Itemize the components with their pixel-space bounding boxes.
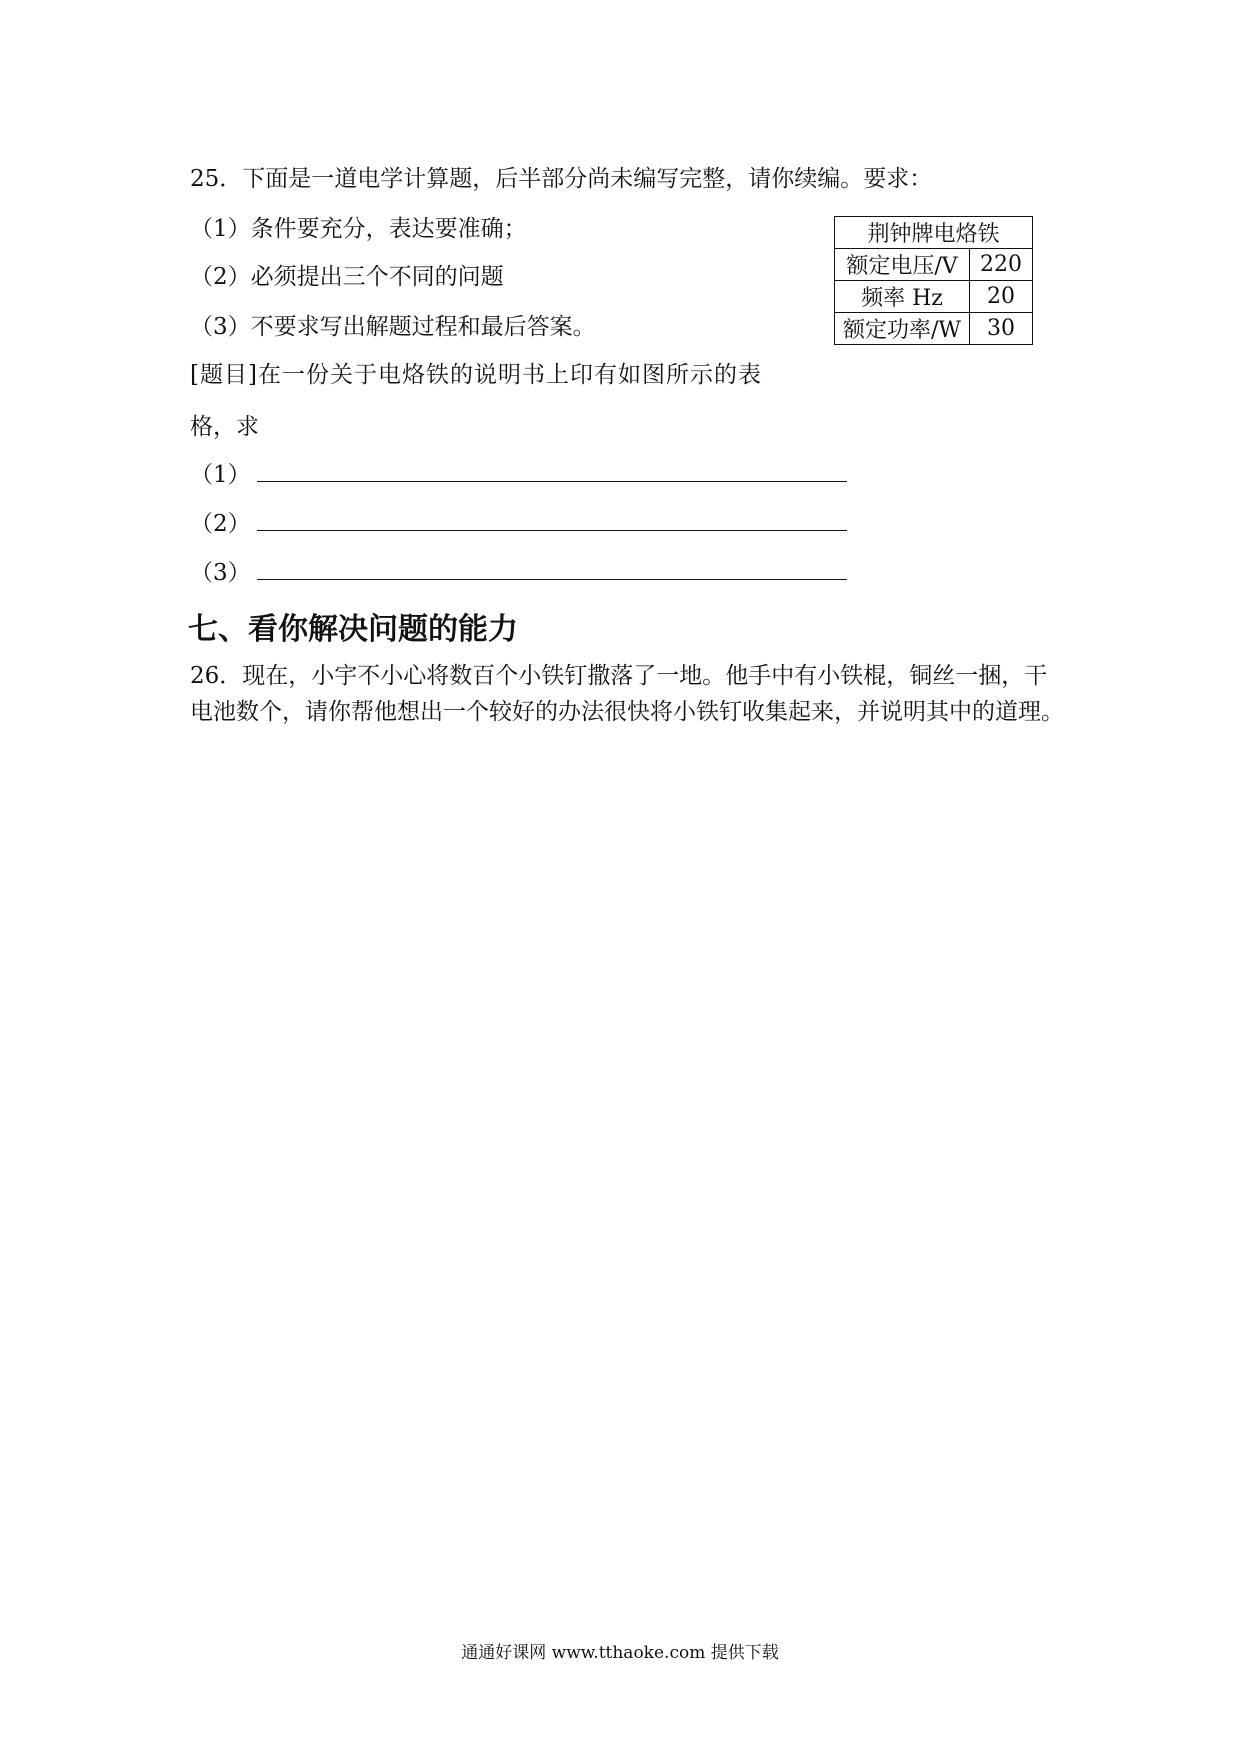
table-row <box>835 281 1033 313</box>
problem-intro-line1: [题目]在一份关于电烙铁的说明书上印有如图所示的表 <box>190 362 762 388</box>
answer-line <box>257 463 847 482</box>
answer-blank-label: （3） <box>190 560 251 586</box>
requirement-1: （1）条件要充分，表达要准确； <box>190 216 527 242</box>
table-label: 频率 Hz <box>835 281 970 313</box>
table-value: 220 <box>970 249 1033 281</box>
answer-blank-2 <box>190 505 847 538</box>
section-heading: 七、看你解决问题的能力 <box>188 612 518 647</box>
table-label: 额定电压/V <box>835 249 970 281</box>
table-row <box>835 313 1033 345</box>
page-footer: 通通好课网 www.tthaoke.com 提供下载 <box>461 1643 779 1663</box>
problem-intro-line2: 格，求 <box>190 414 259 440</box>
answer-blank-label: （2） <box>190 511 251 537</box>
answer-blank-label: （1） <box>190 462 251 488</box>
table-row <box>835 249 1033 281</box>
answer-blank-3 <box>190 554 847 587</box>
table-value: 20 <box>970 281 1033 313</box>
table-title: 荆钟牌电烙铁 <box>835 217 1033 249</box>
requirement-3: （3）不要求写出解题过程和最后答案。 <box>190 314 596 340</box>
answer-line <box>257 512 847 531</box>
requirement-2: （2）必须提出三个不同的问题 <box>190 264 504 290</box>
soldering-iron-spec-table <box>834 216 1033 345</box>
table-title-row <box>835 217 1033 249</box>
table-label: 额定功率/W <box>835 313 970 345</box>
question-26: 26．现在，小宇不小心将数百个小铁钉撒落了一地。他手中有小铁棍，铜丝一捆，干电池数个，请你帮他想出一个较好的办法很快将小铁钉收集起来，并说明其中的道理。 <box>190 663 1064 725</box>
answer-blank-1 <box>190 456 847 489</box>
question-25-stem: 25．下面是一道电学计算题，后半部分尚未编写完整，请你续编。要求： <box>190 166 933 192</box>
table-value: 30 <box>970 313 1033 345</box>
answer-line <box>257 561 847 580</box>
